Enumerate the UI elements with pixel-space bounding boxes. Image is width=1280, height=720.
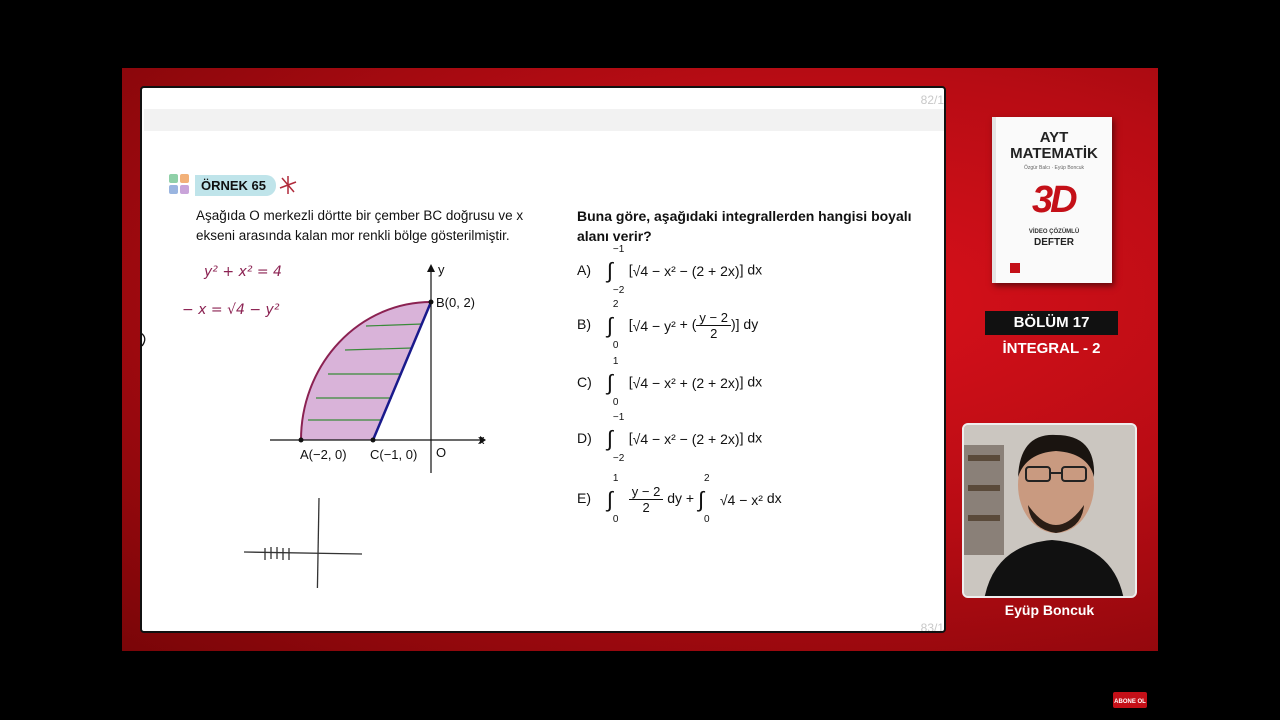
option-a-differential: dx: [747, 261, 763, 278]
upper-limit: 2: [703, 472, 710, 484]
book-video-label: VİDEO ÇÖZÜMLÜ: [1028, 229, 1080, 235]
integral-sign-icon: ∫ 2 0: [606, 298, 619, 351]
presenter-name: Eyüp Boncuk: [1004, 602, 1095, 618]
option-e[interactable]: [577, 472, 782, 525]
page-number-bottom: 83/1: [920, 621, 944, 633]
option-b-fraction: [696, 310, 731, 341]
option-b-plus: +: [679, 316, 688, 333]
book-page: [140, 86, 946, 633]
point-c-label: C(−1, 0): [370, 447, 418, 462]
presenter-video-icon: [964, 425, 1137, 598]
book-3d-logo: 3D: [1032, 179, 1075, 221]
upper-limit: −1: [612, 412, 625, 423]
webcam-feed: [962, 423, 1137, 598]
book-title-line2: MATEMATİK: [1010, 145, 1098, 162]
option-e-differential-1: dy +: [667, 490, 695, 507]
handwritten-sketch: [244, 498, 362, 588]
upper-limit: −1: [612, 244, 625, 255]
fraction-denominator: 2: [710, 326, 718, 341]
point-b-dot: [429, 300, 434, 305]
page-number-top: 82/1: [920, 93, 944, 107]
lower-limit: 0: [703, 513, 710, 525]
book-authors: Özgür Balcı · Eyüp Boncuk: [1023, 165, 1085, 171]
point-c-dot: [371, 438, 376, 443]
upper-limit: 2: [612, 298, 619, 310]
lower-limit: 0: [612, 397, 619, 408]
option-a-expression: √4 − x² − (2 + 2x): [632, 263, 740, 279]
y-axis-label: y: [438, 262, 445, 277]
shaded-region: [301, 302, 431, 440]
x-axis-label: x: [478, 432, 485, 447]
fraction-numerator: y − 2: [629, 484, 664, 500]
option-c[interactable]: C) ∫ 1 0 [√4 − x² + (2 + 2x)] dx: [577, 356, 763, 408]
upper-limit: 1: [612, 356, 619, 367]
option-a[interactable]: A) ∫ −1 −2 [√4 − x² − (2 + 2x)] dx: [577, 244, 763, 296]
book-cover: [992, 117, 1112, 283]
integral-sign-icon: ∫ 2 0: [697, 472, 710, 525]
lower-limit: 0: [612, 513, 619, 525]
lower-limit: −2: [612, 453, 625, 464]
point-b-label: B(0, 2): [436, 295, 476, 310]
option-e-fraction: [629, 484, 664, 515]
upper-limit: 1: [612, 472, 619, 484]
lower-limit: −2: [612, 285, 625, 296]
option-b-differential: dy: [743, 316, 759, 333]
star-mark-icon: [276, 174, 300, 196]
option-e-label: E): [577, 490, 591, 507]
option-c-label: C): [577, 373, 592, 390]
example-label: ÖRNEK 65: [195, 175, 276, 196]
pen-mark-icon: [140, 330, 150, 350]
integral-sign-icon: ∫ 1 0: [606, 356, 619, 408]
y-axis-arrow-icon: [427, 264, 435, 272]
point-a-dot: [299, 438, 304, 443]
book-title-line1: AYT: [1039, 129, 1069, 146]
option-c-expression: √4 − x² + (2 + 2x): [632, 375, 740, 391]
quarter-circle-figure: [170, 248, 490, 588]
section-title: BÖLÜM 17: [985, 311, 1118, 335]
fraction-denominator: 2: [642, 500, 650, 515]
option-d-expression: √4 − x² − (2 + 2x): [632, 431, 740, 447]
integral-sign-icon: ∫ −1 −2: [606, 244, 625, 296]
option-b-root: √4 − y²: [632, 317, 676, 334]
option-e-differential-2: dx: [766, 490, 782, 507]
option-b[interactable]: B) ∫ 2 0 [√4 − y² + ( $\frac{y - 2}{2}$ )] dy: [577, 298, 759, 351]
option-e-expression-2: √4 − x²: [719, 491, 763, 508]
option-b-label: B): [577, 316, 591, 333]
subscribe-button[interactable]: ABONE OL: [1113, 692, 1147, 708]
fraction-numerator: y − 2: [696, 310, 731, 326]
handwriting-equation-2: − x = √4 − y²: [182, 302, 280, 318]
option-d[interactable]: D) ∫ −1 −2 [√4 − x² − (2 + 2x)] dx: [577, 412, 763, 464]
problem-text: Aşağıda O merkezli dörtte bir çember BC doğrusu ve x ekseni arasında kalan mor renkli bölge gösterilmiştir.: [196, 208, 524, 243]
publisher-badge-icon: [1010, 263, 1020, 273]
option-d-differential: dx: [747, 429, 763, 446]
section-subtitle: İNTEGRAL - 2: [1002, 340, 1101, 357]
point-a-label: A(−2, 0): [300, 447, 347, 462]
example-grid-icon: [169, 174, 191, 196]
integral-sign-icon: ∫ −1 −2: [606, 412, 625, 464]
lower-limit: 0: [612, 339, 619, 351]
book-defter-label: DEFTER: [1034, 237, 1074, 248]
handwriting-equation-1: y² + x² = 4: [204, 264, 282, 280]
example-header: [169, 174, 300, 196]
option-a-label: A): [577, 261, 591, 278]
origin-label: O: [436, 445, 447, 460]
integral-sign-icon: ∫ 1 0: [606, 472, 619, 525]
page-header-strip: [144, 109, 944, 131]
option-c-differential: dx: [747, 373, 763, 390]
option-d-label: D): [577, 429, 592, 446]
question-text: Buna göre, aşağıdaki integrallerden hangisi boyalı alanı verir?: [577, 208, 912, 244]
